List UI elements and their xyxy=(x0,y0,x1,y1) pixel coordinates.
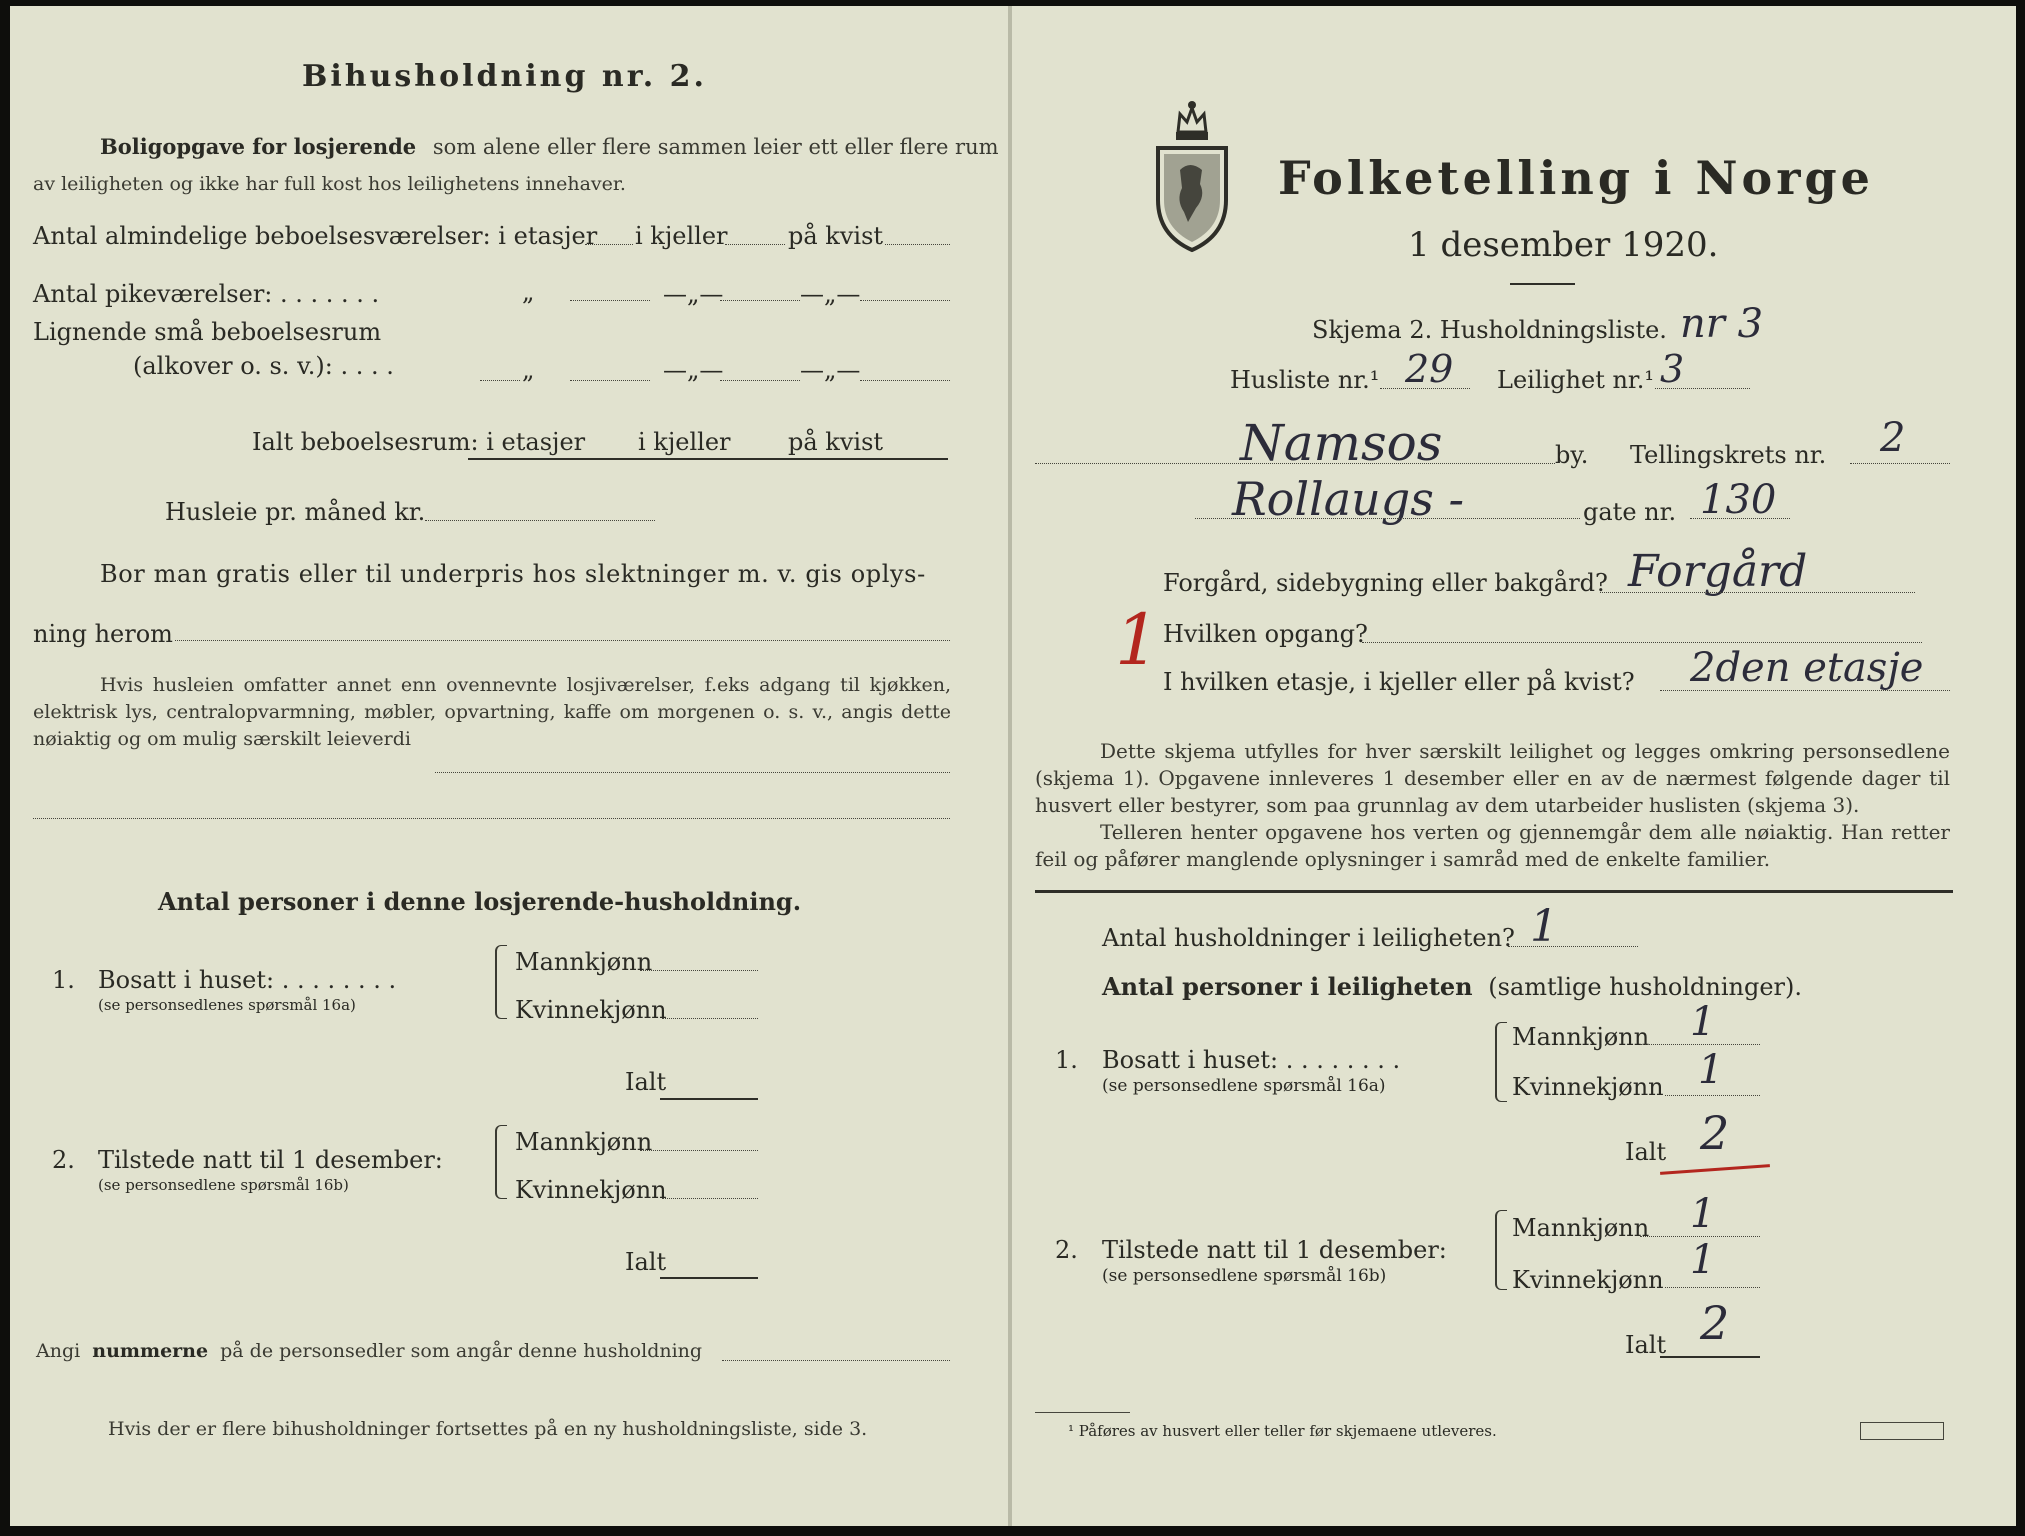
right-q2-sub: (se personsedlene spørsmål 16b) xyxy=(1102,1266,1387,1286)
street-hand: Rollaugs - xyxy=(1232,472,1465,526)
right-q1-sub: (se personsedlene spørsmål 16a) xyxy=(1102,1076,1386,1096)
intro-line-1: Boligopgave for losjerende som alene eller flere sammen leier ett eller flere rum xyxy=(100,134,999,159)
gratis-line-2: ning herom xyxy=(33,620,173,648)
gate-value: 130 xyxy=(1700,477,1777,523)
q1-total-label: Ialt xyxy=(625,1068,667,1096)
title-divider xyxy=(1510,283,1575,285)
right-q2-label: Tilstede natt til 1 desember: xyxy=(1102,1236,1447,1264)
ditto-mark: „ xyxy=(522,356,535,384)
leilighet-field[interactable] xyxy=(1655,388,1750,389)
right-q2-total-value: 2 xyxy=(1700,1296,1730,1350)
right-q2-male-label: Mannkjønn xyxy=(1512,1214,1650,1242)
q2-total-label: Ialt xyxy=(625,1248,667,1276)
right-q2-brace xyxy=(1495,1210,1507,1290)
q1-total-field[interactable] xyxy=(660,1098,758,1100)
etasje-label: I hvilken etasje, i kjeller eller på kvist? xyxy=(1163,668,1635,696)
small-rooms-label: Lignende små beboelsesrum xyxy=(33,318,382,346)
etasje-value: 2den etasje xyxy=(1690,645,1924,691)
rooms-kvist-label: på kvist xyxy=(788,222,884,250)
rooms-kjeller-field[interactable] xyxy=(725,244,785,245)
footnote: ¹ Påføres av husvert eller teller før skjemaene utleveres. xyxy=(1068,1422,1497,1440)
section-divider xyxy=(1035,890,1953,893)
total-kjeller-label: i kjeller xyxy=(638,428,731,456)
city-hand: Namsos xyxy=(1240,414,1443,472)
total-rooms-underline[interactable] xyxy=(468,458,948,460)
rooms-label: Antal almindelige beboelsesværelser: i etasjer xyxy=(33,222,598,250)
footnote-rule xyxy=(1035,1412,1130,1413)
q2-total-field[interactable] xyxy=(660,1277,758,1279)
right-q1-male-label: Mannkjønn xyxy=(1512,1023,1650,1051)
schema-label: Skjema 2. Husholdningsliste. xyxy=(1312,316,1667,344)
maid-etasjer-field[interactable] xyxy=(570,300,650,301)
ditto-mark: —„— xyxy=(800,356,861,384)
right-q1-number: 1. xyxy=(1055,1046,1078,1074)
q1-male-field[interactable] xyxy=(640,970,758,971)
angi-field[interactable] xyxy=(722,1360,950,1361)
right-q1-male-value: 1 xyxy=(1690,999,1716,1045)
includes-field[interactable] xyxy=(435,772,950,773)
gate-label: gate nr. xyxy=(1583,498,1677,526)
total-rooms-label: Ialt beboelsesrum: i etasjer xyxy=(252,428,586,456)
city-suffix: by. xyxy=(1555,441,1589,469)
right-q1-total-label: Ialt xyxy=(1625,1138,1667,1166)
q1-brace xyxy=(495,945,507,1019)
right-q1-female-field[interactable] xyxy=(1665,1095,1760,1096)
right-q2-total-field[interactable] xyxy=(1660,1356,1760,1358)
census-title: Folketelling i Norge xyxy=(1278,151,1874,205)
rent-label: Husleie pr. måned kr. xyxy=(165,498,426,526)
angi-line: Angi nummerne på de personsedler som angår denne husholdning xyxy=(36,1340,703,1362)
instructions-paragraph-1: Dette skjema utfylles for hver særskilt leilighet og legges omkring personsedlene (skjema 1). Opgavene innleveres 1 desember eller en av de nærmest følgende dager til husvert eller bestyrer, som paa grunnlag av dem utarbeider huslisten (skjema 3). xyxy=(1035,739,1950,817)
q1-label: Bosatt i huset: . . . . . . . . xyxy=(98,966,397,994)
households-label: Antal husholdninger i leiligheten? xyxy=(1102,924,1515,952)
husliste-value: 29 xyxy=(1405,347,1454,391)
husliste-label: Husliste nr.¹ xyxy=(1230,366,1380,394)
households-field[interactable] xyxy=(1508,946,1638,947)
tellingskrets-field[interactable] xyxy=(1850,463,1950,464)
street-field[interactable] xyxy=(1195,518,1580,519)
small-rooms-label-2: (alkover o. s. v.): . . . . xyxy=(133,352,394,380)
q2-sub: (se personsedlene spørsmål 16b) xyxy=(98,1176,349,1194)
red-check-mark: 1 xyxy=(1115,599,1160,681)
maid-rooms-label: Antal pikeværelser: . . . . . . . xyxy=(33,280,380,308)
opgang-label: Hvilken opgang? xyxy=(1163,620,1368,648)
ditto-mark: —„— xyxy=(800,280,861,308)
forgard-label: Forgård, sidebygning eller bakgård? xyxy=(1163,569,1608,597)
gate-number-field[interactable] xyxy=(1690,518,1790,519)
page-fold xyxy=(1008,6,1012,1526)
leilighet-value: 3 xyxy=(1660,347,1685,391)
small-kvist-field[interactable] xyxy=(860,380,950,381)
q2-female-label: Kvinnekjønn xyxy=(515,1176,667,1204)
gratis-line-1: Bor man gratis eller til underpris hos slektninger m. v. gis oplys- xyxy=(100,560,926,588)
q1-male-label: Mannkjønn xyxy=(515,948,653,976)
rooms-etasjer-field[interactable] xyxy=(585,244,633,245)
small-etasjer-field[interactable] xyxy=(570,380,650,381)
etasje-field[interactable] xyxy=(1660,690,1950,691)
tellingskrets-label: Tellingskrets nr. xyxy=(1630,441,1827,469)
rooms-kvist-field[interactable] xyxy=(885,244,950,245)
husliste-field[interactable] xyxy=(1380,388,1470,389)
q2-male-field[interactable] xyxy=(640,1150,758,1151)
households-value: 1 xyxy=(1530,901,1558,952)
printer-stamp xyxy=(1860,1422,1944,1440)
q1-sub: (se personsedlenes spørsmål 16a) xyxy=(98,996,356,1014)
intro-line-2: av leiligheten og ikke har full kost hos leilighetens innehaver. xyxy=(33,173,626,195)
persons-heading: Antal personer i denne losjerende-husholdning. xyxy=(158,887,802,916)
q1-number: 1. xyxy=(52,966,75,994)
census-date: 1 desember 1920. xyxy=(1408,225,1719,265)
q1-female-field[interactable] xyxy=(662,1018,758,1019)
gratis-field[interactable] xyxy=(175,640,950,641)
q2-male-label: Mannkjønn xyxy=(515,1128,653,1156)
right-q1-female-value: 1 xyxy=(1698,1047,1724,1093)
city-field[interactable] xyxy=(1035,463,1555,464)
left-footer: Hvis der er flere bihusholdninger fortsettes på en ny husholdningsliste, side 3. xyxy=(108,1418,868,1440)
right-q2-total-label: Ialt xyxy=(1625,1331,1667,1359)
maid-kjeller-field[interactable] xyxy=(720,300,800,301)
includes-paragraph: Hvis husleien omfatter annet enn ovennevnte losjiværelser, f.eks adgang til kjøkken, elektrisk lys, centralopvarmning, møbler, opvartning, kaffe om morgenen o. s. v., angis dette nøiaktig og om mulig særskilt leieverdi xyxy=(33,674,951,750)
schema-number-hand: nr 3 xyxy=(1680,301,1764,347)
q2-female-field[interactable] xyxy=(662,1198,758,1199)
opgang-field[interactable] xyxy=(1362,642,1922,643)
coat-of-arms-icon xyxy=(1150,100,1235,255)
bihusholdning-title: Bihusholdning nr. 2. xyxy=(302,59,707,94)
small-kjeller-field[interactable] xyxy=(720,380,800,381)
forgard-field[interactable] xyxy=(1600,592,1915,593)
right-q2-female-value: 1 xyxy=(1690,1237,1716,1283)
right-q1-male-field[interactable] xyxy=(1640,1044,1760,1045)
q2-label: Tilstede natt til 1 desember: xyxy=(98,1146,443,1174)
right-q2-male-value: 1 xyxy=(1690,1191,1716,1237)
q1-female-label: Kvinnekjønn xyxy=(515,996,667,1024)
leilighet-label: Leilighet nr.¹ xyxy=(1497,366,1655,394)
right-q2-female-field[interactable] xyxy=(1665,1287,1760,1288)
persons-heading-right: Antal personer i leiligheten (samtlige husholdninger). xyxy=(1102,972,1803,1001)
ditto-mark: „ xyxy=(522,278,535,306)
forgard-value: Forgård xyxy=(1628,546,1808,597)
ditto-mark: —„— xyxy=(663,356,724,384)
right-q2-number: 2. xyxy=(1055,1236,1078,1264)
q2-number: 2. xyxy=(52,1146,75,1174)
maid-kvist-field[interactable] xyxy=(860,300,950,301)
ditto-mark: —„— xyxy=(663,280,724,308)
rent-field[interactable] xyxy=(425,520,655,521)
instructions-paragraph-2: Telleren henter opgavene hos verten og gjennemgår dem alle nøiaktig. Han retter feil og påfører manglende oplysninger i samråd med de enkelte familier. xyxy=(1035,820,1950,871)
total-kvist-label: på kvist xyxy=(788,428,884,456)
right-q1-total-value: 2 xyxy=(1700,1106,1730,1160)
right-q2-female-label: Kvinnekjønn xyxy=(1512,1266,1664,1294)
tellingskrets-value: 2 xyxy=(1880,415,1906,461)
small-rooms-start-field[interactable] xyxy=(480,380,520,381)
right-q1-female-label: Kvinnekjønn xyxy=(1512,1073,1664,1101)
right-q1-brace xyxy=(1495,1022,1507,1102)
rooms-kjeller-label: i kjeller xyxy=(635,222,728,250)
q2-brace xyxy=(495,1125,507,1199)
includes-field-2[interactable] xyxy=(33,818,950,819)
right-q1-label: Bosatt i huset: . . . . . . . . xyxy=(1102,1046,1401,1074)
